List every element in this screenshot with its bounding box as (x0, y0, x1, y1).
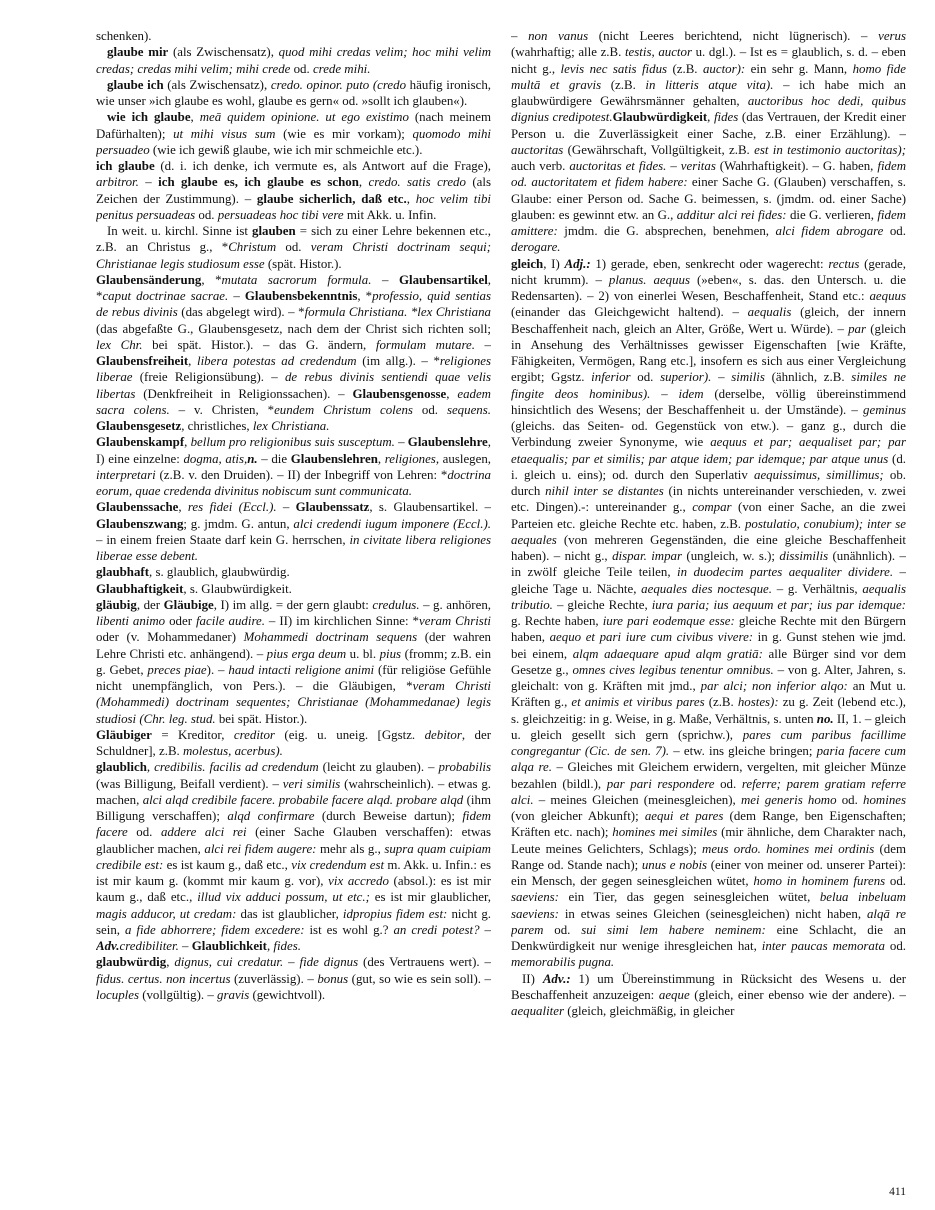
page-number: 411 (889, 1186, 906, 1198)
left-column (96, 28, 491, 1178)
dictionary-entry: Glaubhaftigkeit, s. Glaubwürdigkeit. (96, 581, 292, 596)
dictionary-entry: – non vanus (nicht Leeres berichtend, nicht lügnerisch). – verus (wahrhaftig; alle z.B. testis, auctor u. dgl.). – Ist es = glaublich, s. d. – eben nicht g., levis nec satis fidus (z.B. auctor): ein sehr g. Mann, homo fide multā et gravis (z.B. in litteris atque vita). – ich habe mich an glaubwürdigere Gewährsmänner gehalten, auctoribus hoc dedi, quibus dignius credipotest.Glaubwürdigkeit, fides (das Vertrauen, der Kredit einer Person u. die Zuverlässigkeit einer Sache, z.B. einer Erzählung). – auctoritas (Gewährschaft, Vollgültigkeit, z.B. est in testimonio auctoritas); auch verb. auctoritas et fides. – veritas (Wahrhaftigkeit). – G. haben, fidem od. auctoritatem et fidem habere: einer Sache G. (Glauben) verschaffen, s. Glaube: einer Person od. Sache G. beimessen, s. (jmdm. od. einer Sache) glauben: es gewinnt etw. an G., additur alci rei fides: die G. verlieren, fidem amittere: jmdm. die G. absprechen, benehmen, alci fidem abrogare od. derogare. (511, 29, 906, 255)
dictionary-entry: ich glaube (d. i. ich denke, ich vermute es, als Antwort auf die Frage), arbitror. – ich glaube es, ich glaube es schon, credo. satis credo (als Zeichen der Zustimmung). – glaube sicherlich, daß etc., hoc velim tibi penitus persuadeas od. persuadeas hoc tibi vere mit Akk. u. Infin. (96, 159, 491, 222)
right-column (511, 28, 906, 1178)
dictionary-entry: glaubwürdig, dignus, cui credatur. – fide dignus (des Vertrauens wert). – fidus. certus. non incertus (zuverlässig). – bonus (gut, so wie es sein soll). – locuples (vollgültig). – gravis (gewichtvoll). (96, 955, 491, 1002)
dictionary-entry: glaube ich (als Zwischensatz), credo. opinor. puto (credo häufig ironisch, wie unser »ich glaube es wohl, glaube es gern« od. »sollt ich glauben«). (96, 77, 491, 108)
dictionary-entry: glaubhaft, s. glaublich, glaubwürdig. (96, 565, 290, 580)
dictionary-entry: wie ich glaube, meā quidem opinione. ut ego existimo (nach meinem Dafürhalten); ut mihi visus sum (wie es mir vorkam); quomodo mihi persuadeo (wie ich gewiß glaube, wie ich mir schmeichle etc.). (96, 110, 491, 157)
dictionary-entry: gläubig, der Gläubige, I) im allg. = der gern glaubt: credulus. – g. anhören, libenti animo oder facile audire. – II) im kirchlichen Sinne: *veram Christi oder (v. Mohammedaner) Mohammedi doctrinam sequens (der wahren Lehre Christi etc. anhängend). – pius erga deum u. bl. pius (fromm; z.B. ein g. Gebet, preces piae). – haud intacti religione animi (für religiöse Gefühle nicht unempfänglich, von Pers.). – die Gläubigen, *veram Christi (Mohammedi) doctrinam sequentes; Christianae (Mohammedanae) legis studiosi (Chr. leg. stud. bei spät. Histor.). (96, 597, 491, 726)
dictionary-entry: Glaubenskampf, bellum pro religionibus suis susceptum. – Glaubenslehre, I) eine einzelne: dogma, atis,n. – die Glaubenslehren, religiones, auslegen, interpretari (z.B. v. den Druiden). – II) der Inbegriff von Lehren: *doctrina eorum, quae credenda divinitus nobiscum sunt communicata. (96, 435, 491, 498)
dictionary-entry: Glaubenssache, res fidei (Eccl.). – Glaubenssatz, s. Glaubensartikel. – Glaubenszwang; g. jmdm. G. antun, alci credendi iugum imponere (Eccl.). – in einem freien Staate darf kein G. herrschen, in civitate libera religiones liberae esse debent. (96, 500, 491, 563)
dictionary-entry: glaublich, credibilis. facilis ad credendum (leicht zu glauben). – probabilis (was Billigung, Beifall verdient). – veri similis (wahrscheinlich). – etwas g. machen, alci alqd credibile facere. probabile facere alqd. probare alqd (ihm Billigung verschaffen); alqd confirmare (durch Beweise dartun); fidem facere od. addere alci rei (einer Sache Glauben verschaffen): etwas glaublicher machen, alci rei fidem augere: mehr als g., supra quam cuipiam credibile est: es ist kaum g., daß etc., vix credendum est m. Akk. u. Infin.: es ist mir kaum g. (kommt mir kaum g. vor), vix accredo (absol.): es ist mir kaum g., daß etc., illud vix adduci possum, ut etc.; es ist mir glaublicher, magis adducor, ut credam: das ist glaublicher, idpropius fidem est: nicht g. sein, a fide abhorrere; fidem excedere: ist es wohl g.? an credi potest? – Adv.credibiliter. – Glaublichkeit, fides. (96, 760, 491, 953)
dictionary-entry: Gläubiger = Kreditor, creditor (eig. u. uneig. [Ggstz. debitor, der Schuldner], z.B. molestus, acerbus). (96, 727, 491, 758)
dictionary-entry: schenken). (96, 29, 152, 43)
dictionary-entry: In weit. u. kirchl. Sinne ist glauben = sich zu einer Lehre bekennen etc., z.B. an Christus g., *Christum od. veram Christi doctrinam sequi; Christianae legis studiosum esse (spät. Histor.). (96, 224, 491, 271)
dictionary-entry: glaube mir (als Zwischensatz), quod mihi credas velim; hoc mihi velim credas; credas mihi velim; mihi crede od. crede mihi. (96, 45, 491, 76)
dictionary-entry: gleich, I) Adj.: 1) gerade, eben, senkrecht oder wagerecht: rectus (gerade, nicht krumm). – planus. aequus (»eben«, s. das. den Untersch. u. die Redensarten). – 2) von einerlei Wesen, Beschaffenheit, Stand etc.: aequus (einander das Gleichgewicht haltend). – aequalis (gleich, der innern Beschaffenheit nach, gleich an Alter, Größe, Wert u. Würde). – par (gleich in Ansehung des Verhältnisses gewisser Eigenschaften [wie Kräfte, Fähigkeiten, Vermögen, Rang etc.], insofern es sich aus einer Vergleichung ergibt; Ggstz. inferior od. superior). – similis (ähnlich, z.B. similes ne fingite deos hominibus). – idem (derselbe, völlig übereinstimmend hinsichtlich des Wesens; der Beschaffenheit u. der Umstände). – geminus (gleichs. das Seiten- od. Gegenstück von etw.). – ganz g., durch die Verbindung zweier Synonyme, wie aequus et par; aequaliset par; par etaequalis; par et similis; par atque idem; par idemque; par atque unus (d. i. gleich u. eins); od. durch den Superlativ aequissimus, simillimus; ob. durch nihil inter se distantes (in nichts untereinander verschieden, v. zwei etc. Dingen).-: untereinander g., compar (von einer Sache, an die zwei Parteien etc. gleiche Rechte etc. haben, z.B. postulatio, conubium); inter se aequales (von mehreren Gegenständen, die eine gleiche Beschaffenheit haben). – nicht g., dispar. impar (ungleich, w. s.); dissimilis (unähnlich). – in zwölf gleiche Teile teilen, in duodecim partes aequaliter dividere. – gleiche Tage u. Nächte, aequales dies noctesque. – g. Verhältnis, aequalis tributio. – gleiche Rechte, iura paria; ius aequum et par; ius par idemque: g. Rechte haben, iure pari eodemque esse: gleiche Rechte mit den Bürgern haben, aequo et pari iure cum civibus vivere: in g. Gunst stehen wie jmd. bei einem, alqm adaequare apud alqm gratiā: alle Bürger sind vor dem Gesetze g., omnes cives legibus tenentur omnibus. – von g. Alter, Jahren, s. gleichalt: von g. Kräften mit jmd., par alci; non inferior alqo: an Mut u. Kräften g., et animis et viribus pares (z.B. hostes): zu g. Zeit (lebend etc.), s. gleichzeitig: in g. Weise, in g. Maße, Verhältnis, s. unten no. II, 1. – gleich u. gleich gesellt sich gern (sprichw.), pares cum paribus facillime congregantur (Cic. de sen. 7). – etw. ins gleiche bringen; paria facere cum alqa re. – Gleiches mit Gleichem erwidern, vergelten, mit gleicher Münze bezahlen (bildl.), par pari respondere od. referre; parem gratiam referre alci. – meines Gleichen (meinesgleichen), mei generis homo od. homines (von gleicher Abkunft); aequi et pares (dem Range, ben Eigenschaften; Kräften etc. nach); homines mei similes (mir ähnliche, dem Charakter nach, Leute meines Gelichters, Schlags); meus ordo. homines mei ordinis (dem Range od. Stande nach); unus e nobis (einer von meiner od. unserer Partei): ein Mensch, der gegen seinesgleichen wütet, homo in hominem furens od. saeviens: ein Tier, das gegen seinesgleichen wütet, belua inbeluam saeviens: in etwas seines Gleichen (seinesgleichen) nicht haben, alqā re parem od. sui simi lem habere neminem: eine Schlacht, die an Denkwürdigkeit nur wenige ihresgleichen hat, inter paucas memorata od. memorabilis pugna. (511, 256, 906, 970)
dictionary-entry: Glaubensänderung, *mutata sacrorum formula. – Glaubensartikel, *caput doctrinae sacrae. – Glaubensbekenntnis, *professio, quid sentias de rebus divinis (das abgelegt wird). – *formula Christiana. *lex Christiana (das abgefaßte G., Glaubensgesetz, nach dem der Christ sich richten soll; lex Chr. bei spät. Histor.). – das G. ändern, formulam mutare. – Glaubensfreiheit, libera potestas ad credendum (im allg.). – *religiones liberae (freie Religionsübung). – de rebus divinis sentiendi quae velis libertas (Denkfreiheit in Religionssachen). – Glaubensgenosse, eadem sacra colens. – v. Christen, *eundem Christum colens od. sequens. Glaubensgesetz, christliches, lex Christiana. (96, 272, 491, 433)
dictionary-entry: II) Adv.: 1) um Übereinstimmung in Rücksicht des Wesens u. der Beschaffenheit anzuzeigen: aeque (gleich, einer ebenso wie der andere). – aequaliter (gleich, gleichmäßig, in gleicher (511, 971, 906, 1018)
